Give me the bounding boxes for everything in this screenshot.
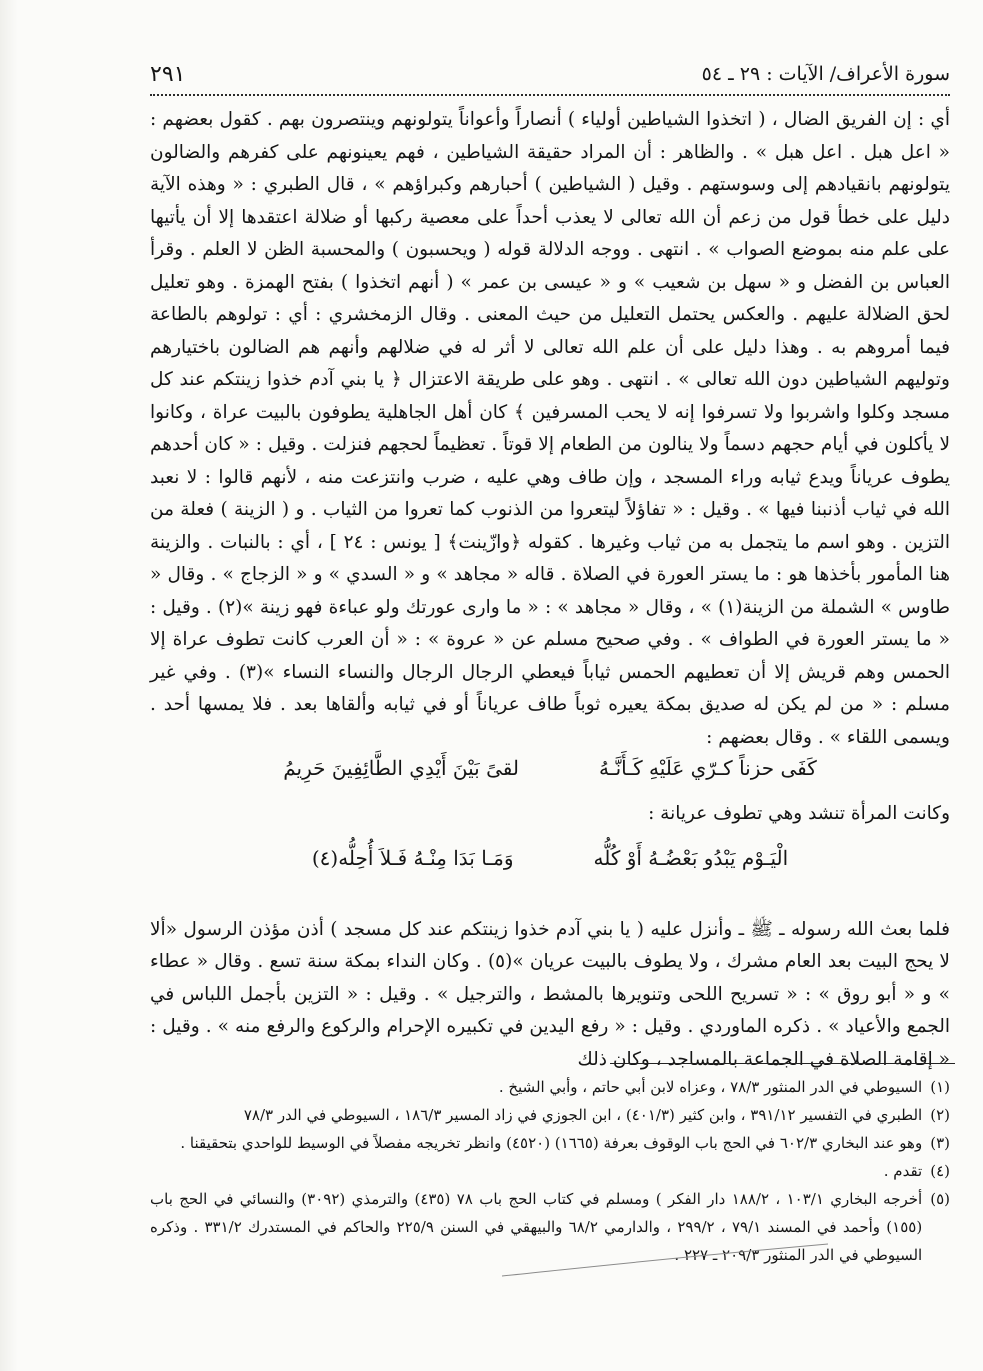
verse-first-hemistich: كَفَى حزناً كـرّي عَلَيْهِ كَـأَنَّـهُ [598,756,817,780]
footnote-text: الطبري في التفسير ٣٩١/١٢ ، وابن كثير (٤٠١/٣) ، ابن الجوزي في زاد المسير ١٨٦/٣ ، السيوطي في الدر ٧٨/٣ [243,1106,923,1124]
footnote-number: (١) [930,1078,950,1096]
verse-first-hemistich: الْيَـوْم يَبْدُو بَعْضُـهُ أَوْ كُلُّه [593,846,789,870]
running-title: سورة الأعراف/ الآيات : ٢٩ ـ ٥٤ [701,63,950,85]
footnote [150,1129,950,1157]
paragraph: فلما بعث الله رسوله ـ ﷺ ـ وأنزل عليه ( يا بني آدم خذوا زينتكم عند كل مسجد ) أذن مؤذن الرسول «ألا لا يحج البيت بعد العام مشرك ، ولا يطوف بالبيت عريان »(٥) . وكان النداء بمكة سنة تسع . وقال « عطاء » و « أبو روق » : « تسريح اللحى وتنويرها بالمشط ، والترجيل » . وقيل : « التزين بأجمل اللباس في الجمع والأعياد » . ذكره الماوردي . وقيل : « رفع اليدين في تكبيره الإحرام والركوع والرفع منه » . وقيل : « إقامة الصلاة في الجماعة بالمساجد ، وكان ذلك [150,918,950,1070]
paragraph: أي : إن الفريق الضال ، ( اتخذوا الشياطين أولياء ) أنصاراً وأعواناً يتولونهم وينتصرون بهم . كقول بعضهم : « اعل هبل . اعل هبل » . والظاهر : أن المراد حقيقة الشياطين ، فهم يعينونهم على كفرهم والضالون يتولونهم بانقيادهم إلى وسوستهم . وقيل ( الشياطين ) أحبارهم وكبراؤهم » ، قال الطبري : « وهذه الآية دليل على خطأ قول من زعم أن الله تعالى لا يعذب أحداً على معصية ركبها أو ضلالة اعتقدها إلا أن يأتيها على علم منه بموضع الصواب » . انتهى . ووجه الدلالة قوله ( ويحسبون ) والمحسبة الظن لا العلم . وقرأ العباس بن الفضل و « سهل بن شعيب » و « عيسى بن عمر » ( أنهم اتخذوا ) بفتح الهمزة . وهو تعليل لحق الضلالة عليهم . والعكس يحتمل التعليل من حيث المعنى . وقال الزمخشري : أي : تولوهم بالطاعة فيما أمروهم به . وهذا دليل على أن علم الله تعالى لا أثر له في ضلالهم وأنهم هم الضالون باختيارهم وتوليهم الشياطين دون الله تعالى » . انتهى . وهو على طريقة الاعتزال ﴿ يا بني آدم خذوا زينتكم عند كل مسجد وكلوا واشربوا ولا تسرفوا إنه لا يحب المسرفين ﴾ كان أهل الجاهلية يطوفون بالبيت عراة ، وكانوا لا يأكلون في أيام حجهم دسماً ولا ينالون من الطعام إلا قوتاً . تعظيماً لحجهم فنزلت . وقيل : « كان أحدهم يطوف عرياناً ويدع ثيابه وراء المسجد ، وإن طاف وهي عليه ، ضرب وانتزعت منه ، لأنهم قالوا : لا نعبد الله في ثياب أذنبنا فيها » . وقيل : « تفاؤلاً ليتعروا من الذنوب كما تعروا من الثياب . و ( الزينة ) فعلة من التزين . وهو اسم ما يتجمل به من ثياب وغيرها . كقوله ﴿وازّينت﴾ [ يونس : ٢٤ ] ، أي : بالنبات . والزينة هنا المأمور بأخذها هو : ما يستر العورة في الصلاة . قاله « مجاهد » و « السدي » و « الزجاج » . وقال « طاوس » الشملة من الزينة(١) » ، وقال « مجاهد » : « ما وارى عورتك ولو عباءة فهو زينة »(٢) . وقيل : « ما يستر العورة في الطواف » . وفي صحيح مسلم عن « عروة » : « أن العرب كانت تطوف عراة إلا الحمس وهم قريش إلا أن تعطيهم الحمس ثياباً فيعطي الرجال الرجال والنساء النساء »(٣) . وفي غير مسلم : « من لم يكن له صديق بمكة يعيره ثوباً طاف عرياناً أو في ثيابه وألقاها بعد . فلا يمسها أحد . ويسمى اللقاء » . وقال بعضهم : [150,109,951,748]
footnote-text: أخرجه البخاري ١٠٣/١ ، ١٨٨/٢ دار الفكر ) ومسلم في كتاب الحج باب ٧٨ (٤٣٥) والترمذي (٣٠٩٢) والنسائي في الحج باب (١٥٥) وأحمد في المسند ٧٩/١ ، ٢٩٩/٢ ، والدارمي ٦٨/٢ والبيهقي في السنن ٢٢٥/٩ والحاكم في المستدرك ٣٣١/٢ . وذكره السيوطي في الدر المنثور ٢٠٩/٣ ـ ٢٢٧ . [150,1190,923,1264]
running-head [150,56,950,92]
footnote [150,1073,950,1101]
pencil-annotation-stroke [500,1240,830,1280]
footnote-text: السيوطي في الدر المنثور ٧٨/٣ ، وعزاه لابن أبي حاتم ، وأبي الشيخ . [498,1078,923,1096]
footnote [150,1101,950,1129]
poetry-verse [150,838,950,878]
page-number: ٢٩١ [150,61,186,87]
footnote-text: وهو عند البخاري ٦٠٢/٣ في الحج باب الوقوف بعرفة (١٦٦٥) (٤٥٢٠) وانظر تخريجه مفصلاً في الوسيط للواحدي بتحقيقنا . [180,1134,923,1152]
scan-edge-shadow [0,0,18,1371]
poetry-verse [150,748,950,788]
footnote-text: تقدم . [883,1162,923,1180]
verse-intro-line: وكانت المرأة تنشد وهي تطوف عريانة : [648,803,950,824]
header-divider [150,94,950,97]
footnote-divider [610,1063,955,1064]
main-text [150,104,950,754]
footnote-number: (٤) [930,1162,950,1180]
footnote-number: (٢) [930,1106,950,1124]
verse-second-hemistich: وَمَـا بَدَا مِنْـهُ فَـلاَ أُحِلُّه(٤) [311,846,514,870]
verse-second-hemistich: لقىً بَيْنَ أَيْدِي الطَّائِفِينَ حَرِيمُ [283,756,519,780]
footnote [150,1157,950,1185]
main-text-continued [150,895,950,1095]
footnote-number: (٣) [930,1134,950,1152]
footnote-number: (٥) [930,1190,950,1208]
